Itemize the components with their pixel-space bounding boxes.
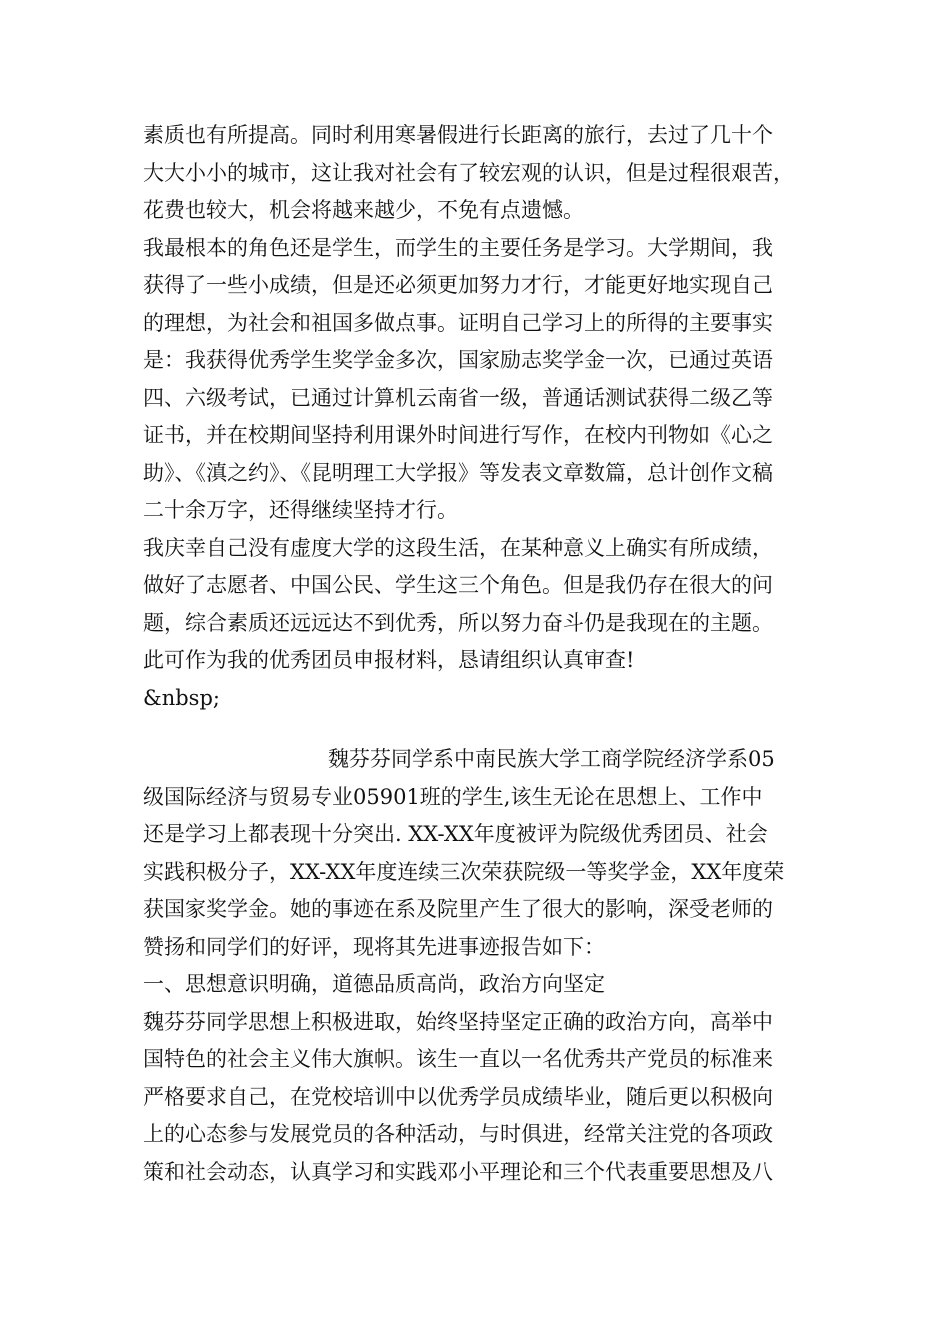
text-line: 我最根本的角色还是学生，而学生的主要任务是学习。大学期间，我 [143,235,773,260]
text-line: 助》、《滇之约》、《昆明理工大学报》等发表文章数篇，总计创作文稿 [143,460,773,485]
document-body-section-1 [143,117,823,717]
text-line: 此可作为我的优秀团员申报材料，恳请组织认真审查! [143,648,635,672]
text-line: 实践积极分子，XX-XX年度连续三次荣获院级一等奖学金，XX年度荣 [143,859,785,884]
text-line: 题，综合素质还远远达不到优秀，所以努力奋斗仍是我现在的主题。 [143,610,773,635]
text-line: 做好了志愿者、中国公民、学生这三个角色。但是我仍存在很大的问 [143,573,773,597]
text-line: 我庆幸自己没有虚度大学的这段生活，在某种意义上确实有所成绩， [143,535,773,560]
text-line: 国特色的社会主义伟大旗帜。该生一直以一名优秀共产党员的标准来 [143,1047,773,1071]
text-line: 的理想，为社会和祖国多做点事。证明自己学习上的所得的主要事实 [143,310,773,335]
text-line: 严格要求自己，在党校培训中以优秀学员成绩毕业，随后更以积极向 [143,1084,773,1109]
document-body-section-2 [143,741,823,1191]
text-line: 策和社会动态，认真学习和实践邓小平理论和三个代表重要思想及八 [143,1159,773,1184]
text-line: 还是学习上都表现十分突出. XX-XX年度被评为院级优秀团员、社会 [143,822,768,846]
text-line: 花费也较大，机会将越来越少，不免有点遗憾。 [143,198,584,222]
text-line: 素质也有所提高。同时利用寒暑假进行长距离的旅行，去过了几十个 [143,123,773,147]
text-line: 大大小小的城市，这让我对社会有了较宏观的认识，但是过程很艰苦， [143,160,794,185]
text-line: 级国际经济与贸易专业05901班的学生,该生无论在思想上、工作中 [143,784,763,809]
text-line: 赞扬和同学们的好评，现将其先进事迹报告如下： [143,934,605,959]
text-line: 证书，并在校期间坚持利用课外时间进行写作，在校内刊物如《心之 [143,423,773,447]
nbsp-artifact-line: &nbsp; [143,685,220,710]
section-heading: 一、思想意识明确，道德品质高尚，政治方向坚定 [143,972,605,996]
text-line: 获国家奖学金。她的事迹在系及院里产生了很大的影响，深受老师的 [143,897,773,921]
text-line: 二十余万字，还得继续坚持才行。 [143,498,458,522]
text-line-indented: 魏芬芬同学系中南民族大学工商学院经济学系05 [328,747,775,771]
text-line: 是：我获得优秀学生奖学金多次，国家励志奖学金一次，已通过英语 [143,348,773,372]
text-line: 四、六级考试，已通过计算机云南省一级，普通话测试获得二级乙等 [143,385,773,410]
text-line: 魏芬芬同学思想上积极进取，始终坚持坚定正确的政治方向，高举中 [143,1009,773,1034]
text-line: 上的心态参与发展党员的各种活动，与时俱进，经常关注党的各项政 [143,1122,773,1146]
text-line: 获得了一些小成绩，但是还必须更加努力才行，才能更好地实现自己 [143,273,773,297]
